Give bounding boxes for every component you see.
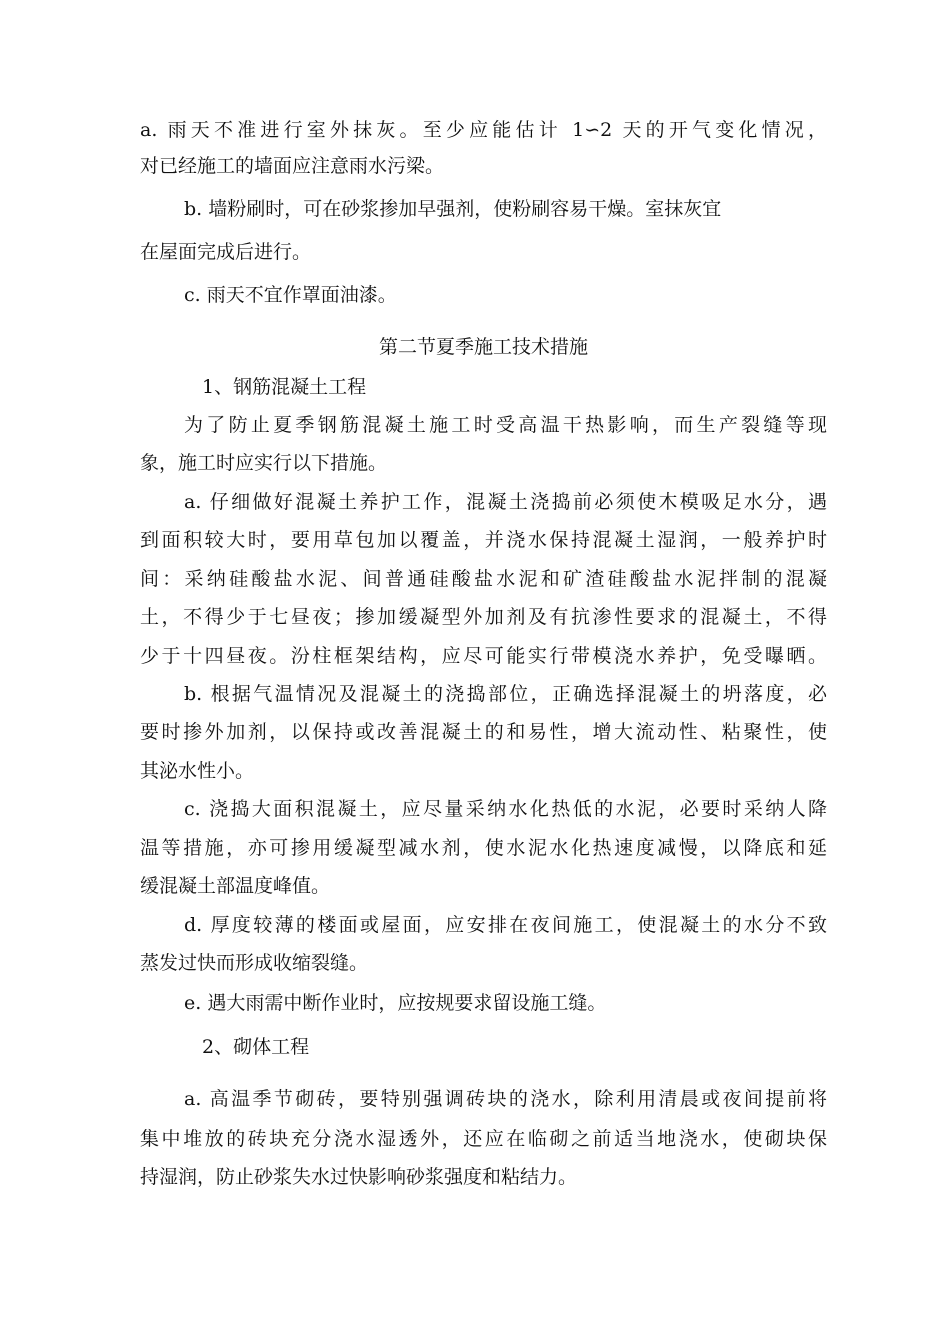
rain-item-a-line-2: 对已经施工的墙面应注意雨水污梁。 [140, 155, 445, 177]
concrete-d-line-2: 蒸发过快而形成收缩裂缝。 [140, 952, 369, 974]
concrete-c-line-3: 缓混凝土部温度峰值。 [140, 875, 331, 897]
masonry-heading: 2、砌体工程 [202, 1036, 310, 1058]
rain-item-c: c. 雨天不宜作罩面油漆。 [184, 284, 397, 306]
concrete-d-line-1: d. 厚度较薄的楼面或屋面，应安排在夜间施工，使混凝土的水分不致 [184, 914, 827, 936]
concrete-a-line-1: a. 仔细做好混凝土养护工作，混凝土浇捣前必须使木模吸足水分，遇 [184, 491, 827, 513]
concrete-b-line-3: 其泌水性小。 [140, 760, 255, 782]
rain-item-b-line-2: 在屋面完成后进行。 [140, 241, 312, 263]
masonry-a-line-2: 集中堆放的砖块充分浇水湿透外，还应在临砌之前适当地浇水，使砌块保 [140, 1128, 827, 1150]
masonry-a-line-3: 持湿润，防止砂浆失水过快影响砂浆强度和粘结力。 [140, 1166, 578, 1188]
section-title: 第二节夏季施工技术措施 [378, 336, 588, 358]
concrete-e-line-1: e. 遇大雨需中断作业时，应按规要求留设施工缝。 [184, 992, 607, 1014]
concrete-a-line-5: 少于十四昼夜。汾柱框架结构，应尽可能实行带模浇水养护，免受曝晒。 [140, 645, 827, 667]
concrete-a-line-2: 到面积较大时，要用草包加以覆盖，并浇水保持混凝土湿润，一般养护时 [140, 529, 827, 551]
concrete-a-line-4: 土，不得少于七昼夜；掺加缓凝型外加剂及有抗渗性要求的混凝土，不得 [140, 606, 827, 628]
concrete-b-line-2: 要时掺外加剂，以保持或改善混凝土的和易性，增大流动性、粘聚性，使 [140, 721, 827, 743]
concrete-c-line-2: 温等措施，亦可掺用缓凝型减水剂，使水泥水化热速度减慢，以降底和延 [140, 837, 827, 859]
concrete-intro-line-2: 象，施工时应实行以下措施。 [140, 452, 388, 474]
rain-item-b-line-1: b. 墙粉刷时，可在砂浆掺加早强剂，使粉刷容易干燥。室抹灰宜 [184, 198, 722, 220]
concrete-a-line-3: 间：采纳硅酸盐水泥、间普通硅酸盐水泥和矿渣硅酸盐水泥拌制的混凝 [140, 568, 827, 590]
concrete-c-line-1: c. 浇捣大面积混凝土，应尽量采纳水化热低的水泥，必要时采纳人降 [184, 798, 827, 820]
concrete-heading: 1、钢筋混凝土工程 [202, 376, 367, 398]
concrete-intro-line-1: 为了防止夏季钢筋混凝土施工时受高温干热影响，而生产裂缝等现 [184, 414, 827, 436]
masonry-a-line-1: a. 高温季节砌砖，要特别强调砖块的浇水，除利用清晨或夜间提前将 [184, 1088, 827, 1110]
concrete-b-line-1: b. 根据气温情况及混凝土的浇捣部位，正确选择混凝土的坍落度，必 [184, 683, 827, 705]
rain-item-a-line-1: a. 雨天不准进行室外抹灰。至少应能估计 1∽2 天的开气变化情况， [140, 119, 827, 141]
